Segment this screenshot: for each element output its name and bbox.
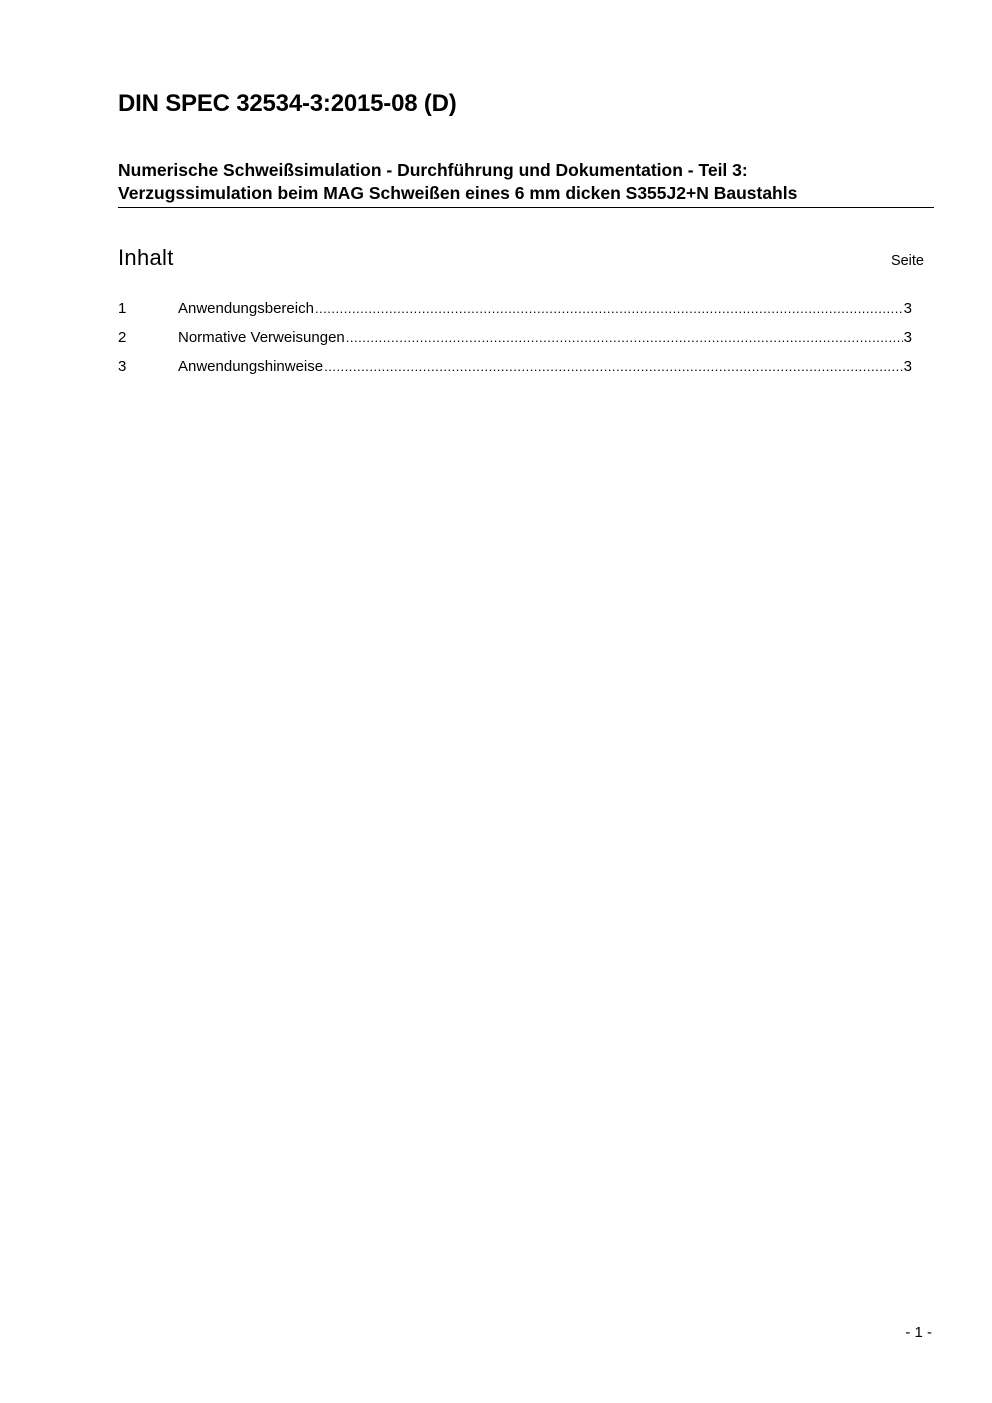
toc-page-label: Seite [890,253,924,269]
toc-dot-leader [315,301,903,316]
document-subtitle [118,159,934,208]
toc-heading: Inhalt [118,245,174,270]
toc-entry-page: 3 [903,358,912,375]
subtitle-line-1: Numerische Schweißsimulation - Durchführung und Dokumentation - Teil 3: [118,160,748,180]
toc-dot-leader [324,359,903,374]
toc-entry-title[interactable]: Anwendungsbereich [178,300,314,317]
page-number: - 1 - [905,1324,932,1341]
toc-entry-number: 2 [118,329,127,346]
toc-entry[interactable] [118,329,912,358]
toc-entry-number: 1 [118,300,127,317]
toc-entry[interactable] [118,358,912,387]
toc-entry-number: 3 [118,358,127,375]
toc-entry[interactable] [118,300,912,329]
toc-dot-leader [346,330,903,345]
toc-entry-page: 3 [903,300,912,317]
table-of-contents [118,300,912,387]
toc-entry-page: 3 [903,329,912,346]
toc-entry-title[interactable]: Normative Verweisungen [178,329,345,346]
toc-entry-title[interactable]: Anwendungshinweise [178,358,324,375]
document-title: DIN SPEC 32534-3:2015-08 (D) [118,90,457,117]
subtitle-line-2: Verzugssimulation beim MAG Schweißen eines 6 mm dicken S355J2+N Baustahls [118,183,798,203]
